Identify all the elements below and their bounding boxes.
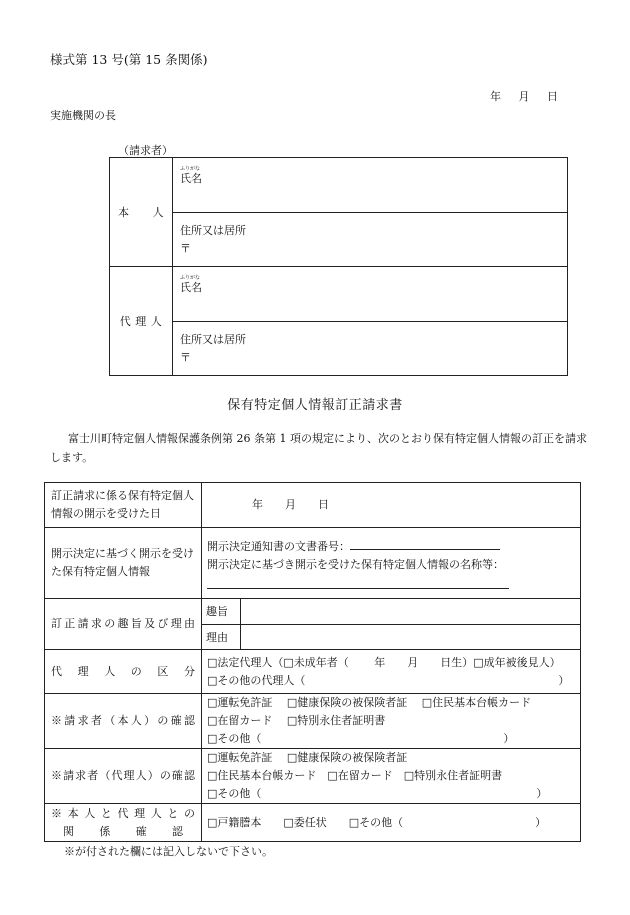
reason-label: 理由 — [202, 624, 241, 649]
day-label: 日 — [547, 90, 558, 103]
footnote: ※が付された欄には記入しないで下さい。 — [64, 845, 273, 858]
purpose-label: 訂正請求の趣旨及び理由 — [45, 599, 202, 650]
postal-mark: 〒 — [180, 351, 191, 364]
disclosure-date-label: 訂正請求に係る保有特定個人情報の開示を受けた日 — [45, 483, 202, 528]
name-label: 氏名 — [180, 172, 202, 185]
agent-type-label: 代理人の区分 — [45, 650, 202, 694]
furigana-label: ふりがな — [180, 166, 201, 172]
agent-check-row — [45, 749, 581, 804]
intro-text: 富士川町特定個人情報保護条例第 26 条第 1 項の規定により、次のとおり保有特定個人情報の訂正を請求します。 — [50, 432, 587, 464]
disclosure-date-row — [45, 483, 581, 528]
principal-check-row — [45, 694, 581, 749]
relationship-check-label — [45, 804, 202, 842]
disclosed-info-field[interactable] — [202, 528, 581, 599]
address-label: 住所又は居所 — [180, 224, 246, 237]
other-agent-option[interactable]: □その他の代理人（ ） — [207, 673, 570, 687]
document-number-blank[interactable] — [350, 537, 500, 550]
requester-section-label: （請求者） — [118, 144, 173, 157]
principal-check-line[interactable]: □運転免許証 □健康保険の被保険者証 □住民基本台帳カード — [207, 696, 532, 709]
year-label: 年 — [490, 90, 501, 103]
disclosed-info-label: 開示決定に基づく開示を受けた保有特定個人情報 — [45, 528, 202, 599]
principal-check-line[interactable]: □その他（ ） — [207, 732, 515, 745]
reason-field[interactable] — [241, 624, 581, 649]
disclosure-date-field[interactable]: 年 月 日 — [202, 483, 581, 528]
furigana-label: ふりがな — [180, 275, 201, 281]
agent-check-options[interactable] — [202, 749, 581, 804]
agent-check-line[interactable]: □その他（ ） — [207, 787, 548, 800]
relationship-check-row — [45, 804, 581, 842]
disclosed-info-row — [45, 528, 581, 599]
agent-name-field[interactable] — [173, 267, 568, 322]
purpose-row — [45, 599, 581, 650]
agent-check-line[interactable]: □運転免許証 □健康保険の被保険者証 — [207, 751, 408, 764]
agent-check-line[interactable]: □住民基本台帳カード □在留カード □特別永住者証明書 — [207, 769, 503, 782]
document-title: 保有特定個人情報訂正請求書 — [227, 398, 403, 413]
date-line — [490, 88, 558, 104]
agent-check-label: ※請求者（代理人）の確認 — [45, 749, 202, 804]
gist-label: 趣旨 — [202, 599, 241, 624]
postal-mark: 〒 — [180, 242, 191, 255]
principal-name-field[interactable] — [173, 158, 568, 213]
principal-label: 本 人 — [110, 158, 173, 267]
request-table — [44, 482, 581, 842]
principal-check-label: ※請求者（本人）の確認 — [45, 694, 202, 749]
form-number: 様式第 13 号(第 15 条関係) — [50, 52, 208, 67]
month-label: 月 — [518, 90, 530, 103]
principal-address-field[interactable] — [173, 213, 568, 267]
relationship-label-line1: ※本人と代理人との — [51, 806, 195, 820]
addressee: 実施機関の長 — [50, 109, 116, 122]
requester-table — [109, 157, 568, 376]
principal-check-options[interactable] — [202, 694, 581, 749]
agent-label: 代 理 人 — [110, 267, 173, 376]
agent-type-options[interactable] — [202, 650, 581, 694]
document-number-label: 開示決定通知書の文書番号： — [207, 540, 350, 553]
legal-agent-option[interactable]: □法定代理人（□未成年者（ 年 月 日生）□成年被後見人） — [207, 655, 561, 669]
info-name-blank[interactable] — [207, 574, 509, 589]
info-name-label: 開示決定に基づき開示を受けた保有特定個人情報の名称等： — [207, 558, 504, 571]
name-label: 氏名 — [180, 281, 202, 294]
agent-type-row — [45, 650, 581, 694]
relationship-check-options[interactable]: □戸籍謄本 □委任状 □その他（ ） — [202, 804, 581, 842]
address-label: 住所又は居所 — [180, 333, 246, 346]
relationship-label-line2: 関係確認 — [63, 824, 183, 838]
agent-address-field[interactable] — [173, 322, 568, 376]
gist-field[interactable] — [241, 599, 581, 624]
principal-check-line[interactable]: □在留カード □特別永住者証明書 — [207, 714, 386, 727]
